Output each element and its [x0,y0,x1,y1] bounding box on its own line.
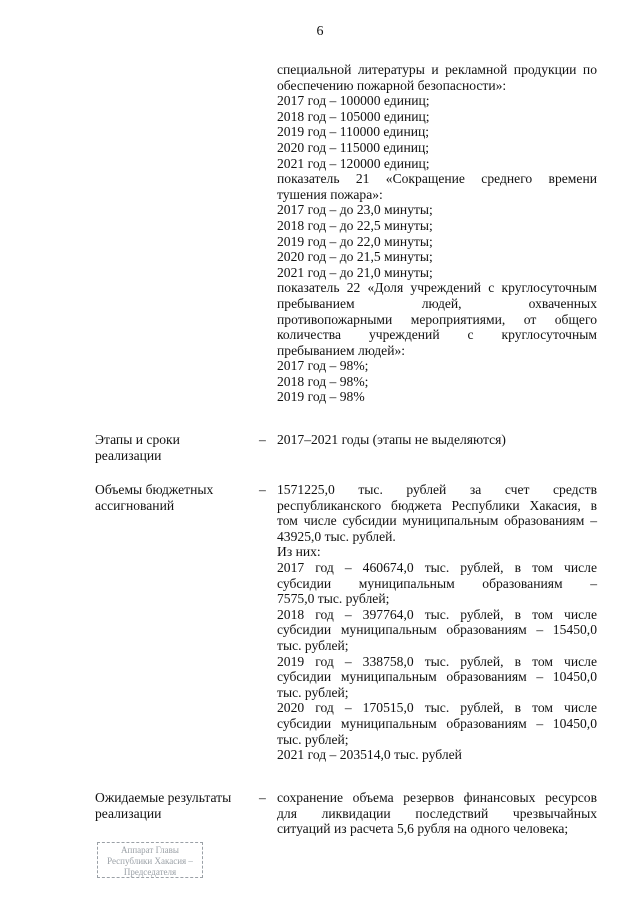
intro-block [277,62,597,405]
row-content [277,482,597,763]
text-line: субсидии муниципальным образованиям – [277,575,597,591]
text-line: 43925,0 тыс. рублей. [277,528,396,544]
text-line: тыс. рублей; [277,684,349,700]
text-line: показатель 21 «Сокращение среднего времени [277,171,597,187]
text-line: 2019 год – 98% [277,389,365,405]
text-line: том числе субсидии муниципальным образованиям – [277,513,597,529]
text-line: 7575,0 тыс. рублей; [277,591,390,607]
text-line: 2017 год – 100000 единиц; [277,93,430,109]
text-line: 2020 год – 170515,0 тыс. рублей, в том числе [277,700,597,716]
text-line: 2017–2021 годы (этапы не выделяются) [277,432,506,447]
text-line: 2017 год – 460674,0 тыс. рублей, в том числе [277,559,597,575]
label-line: Этапы и сроки [95,432,180,447]
text-line: тыс. рублей; [277,637,349,653]
official-stamp [97,842,203,878]
label-line: реализации [95,805,162,821]
row-dash: – [259,482,266,497]
text-line: 2019 год – 110000 единиц; [277,124,430,140]
row-content [277,790,597,837]
text-line: 2021 год – 120000 единиц; [277,155,430,171]
text-line: 2021 год – до 21,0 минуты; [277,264,433,280]
row-dash: – [259,790,266,805]
text-line: для ликвидации последствий чрезвычайных [277,805,597,821]
text-line: 2017 год – 98%; [277,358,369,374]
text-line: ситуаций из расчета 5,6 рубля на одного человека; [277,821,569,837]
row-dash: – [259,432,266,447]
text-line: 2017 год – до 23,0 минуты; [277,202,433,218]
text-line: пребыванием людей»: [277,342,406,358]
text-line: пребыванием людей, охваченных [277,295,597,311]
label-line: Объемы бюджетных [95,482,214,497]
row-label [95,482,255,513]
text-line: 2018 год – до 22,5 минуты; [277,217,433,233]
stamp-line: Аппарат Главы [121,845,179,855]
text-line: показатель 22 «Доля учреждений с круглосуточным [277,280,597,296]
text-line: противопожарными мероприятиями, от общего [277,311,597,327]
text-line: 2021 год – 203514,0 тыс. рублей [277,747,462,763]
label-line: ассигнований [95,497,175,513]
label-line: Ожидаемые результаты [95,790,232,805]
text-line: субсидии муниципальным образованиям – 10450,0 [277,715,597,731]
label-line: реализации [95,447,162,463]
text-line: 2019 год – 338758,0 тыс. рублей, в том числе [277,653,597,669]
stamp-line: Председателя [123,867,177,877]
text-line: обеспечению пожарной безопасности»: [277,77,507,93]
text-line: 2019 год – до 22,0 минуты; [277,233,433,249]
text-line: сохранение объема резервов финансовых ресурсов [277,790,597,805]
text-line: республиканского бюджета Республики Хакасия, в [277,497,597,513]
text-line: специальной литературы и рекламной продукции по [277,62,597,77]
text-line: 2020 год – 115000 единиц; [277,139,430,155]
row-label [95,790,255,821]
text-line: количества учреждений с круглосуточным [277,327,597,343]
text-line: 2018 год – 397764,0 тыс. рублей, в том числе [277,606,597,622]
stamp-line: Республики Хакасия – [107,856,193,866]
text-line: тыс. рублей; [277,731,349,747]
text-line: субсидии муниципальным образованиям – 10450,0 [277,669,597,685]
text-line: 1571225,0 тыс. рублей за счет средств [277,482,597,497]
text-line: Из них: [277,544,321,560]
text-line: 2020 год – до 21,5 минуты; [277,249,433,265]
text-line: 2018 год – 98%; [277,373,369,389]
row-label [95,432,255,463]
text-line: субсидии муниципальным образованиям – 15450,0 [277,622,597,638]
page-number: 6 [316,24,324,39]
text-line: 2018 год – 105000 единиц; [277,108,430,124]
row-content [277,432,597,448]
text-line: тушения пожара»: [277,186,383,202]
